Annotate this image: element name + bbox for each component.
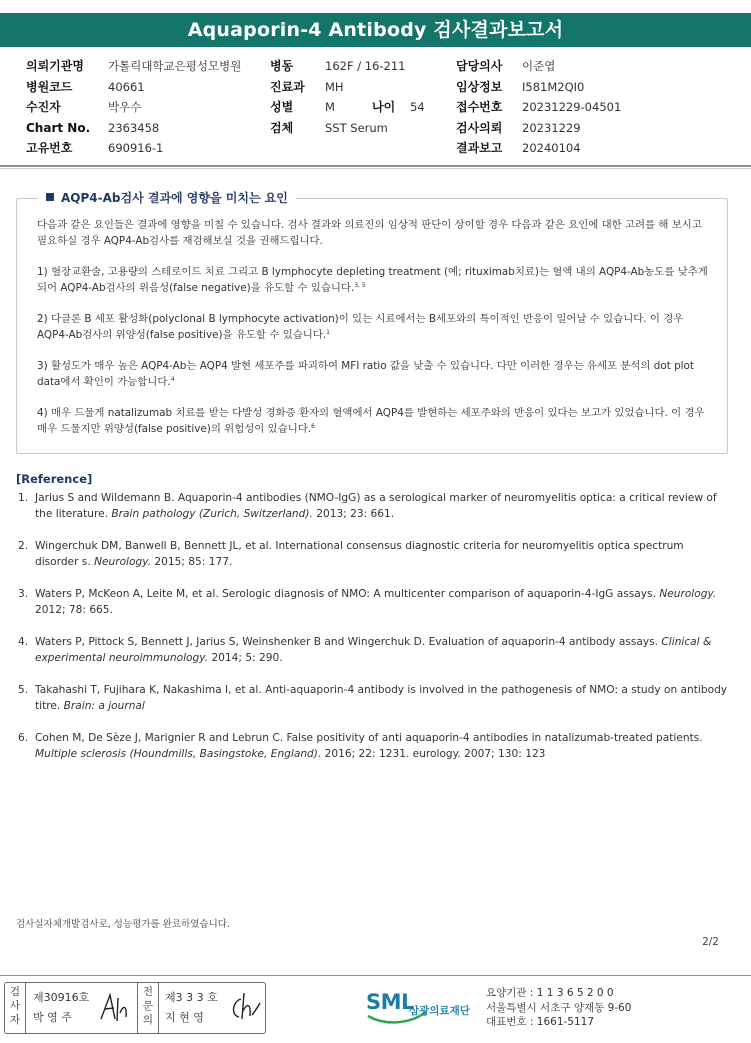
field-label: 임상정보 (456, 79, 503, 94)
reference-journal: Neurology. (94, 556, 152, 568)
reference-text: Takahashi T, Fujihara K, Nakashima I, et al. Anti-aquaporin-4 antibody is involved in the pathogenesis of NMO: a study on antibody titre. (35, 684, 728, 712)
factor-text: 2) 다클론 B 세포 활성화(polyclonal B lymphocyte activation)이 있는 시료에서는 B세포와의 특이적인 반응이 일어날 수 있습니다. 이 경우 AQP4-Ab검사의 위양성(false positive)을 유도할 수 있습니다. (37, 313, 684, 341)
field-value: I581M2QI0 (522, 79, 585, 94)
specialist-name: 지 현 영 (165, 1011, 204, 1024)
field-label: 의뢰기관명 (26, 59, 84, 73)
reference-text: Waters P, Pittock S, Bennett J, Jarius S, Weinshenker B and Wingerchuk D. Evaluation of aquaporin-4 antibody assays. (35, 636, 662, 648)
reference-journal: Brain: a journal (63, 700, 145, 712)
reference-citation: 2014; 5: 290. (208, 652, 283, 664)
header-row (456, 77, 621, 98)
field-value: 이준엽 (522, 59, 556, 73)
logo-text: SML (366, 990, 414, 1014)
field-value: M (325, 100, 335, 114)
factor-text: 3) 활성도가 매우 높은 AQP4-Ab는 AQP4 발현 세포주를 파괴하여 MFI ratio 값을 낮출 수 있습니다. 다만 이러한 경우는 유세포 분석의 dot plot data에서 확인이 가능합니다. (37, 360, 694, 388)
field-value: 162F / 16-211 (325, 59, 406, 73)
factors-intro: 다음과 같은 요인들은 결과에 영향을 미칠 수 있습니다. 검사 결과와 의료진의 임상적 판단이 상이할 경우 다음과 같은 요인에 대한 고려를 해 보시고 필요하실 경우 AQP4-Ab검사를 재검해보실 것을 권해드립니다. (37, 219, 702, 247)
reference-journal: Brain pathology (Zurich, Switzerland). (111, 508, 313, 520)
reference-text: Cohen M, De Sèze J, Marignier R and Lebrun C. False positivity of anti aquaporin-4 antibodies in natalizumab-treated patients. (35, 732, 703, 744)
reference-item (18, 586, 730, 618)
factors-heading-text: AQP4-Ab검사 결과에 영향을 미치는 요인 (61, 191, 288, 205)
header-row (270, 77, 425, 98)
factor-item (37, 264, 713, 296)
square-bullet-icon (46, 193, 54, 201)
reference-item (18, 682, 730, 714)
reference-journal: Neurology. (659, 588, 717, 600)
field-label: 결과보고 (456, 141, 503, 155)
field-label: 접수번호 (456, 100, 503, 114)
vertical-char: 전 (142, 986, 154, 998)
page-number: 2/2 (702, 936, 719, 948)
specialist-info (165, 988, 218, 1028)
examiner-license: 제30916호 (33, 991, 90, 1004)
age-label: 나이 (372, 100, 396, 114)
field-label: 병원코드 (26, 79, 73, 94)
field-value: 20240104 (522, 141, 581, 155)
field-value: MH (325, 79, 344, 94)
field-label: 고유번호 (26, 141, 73, 155)
header-row (456, 138, 621, 159)
field-value: 박우수 (108, 100, 142, 114)
field-value: 20231229 (522, 120, 581, 135)
reference-item (18, 490, 730, 522)
reference-text: Waters P, McKeon A, Leite M, et al. Serologic diagnosis of NMO: A multicenter comparison of aquaporin-4-IgG assays. (35, 588, 660, 600)
factor-item (37, 311, 713, 343)
vertical-char: 자 (9, 1014, 21, 1026)
specialist-license: 제3 3 3 호 (165, 991, 218, 1004)
field-value: 690916-1 (108, 141, 164, 155)
header-row (456, 118, 621, 139)
reference-item (18, 634, 730, 666)
header-row (270, 97, 425, 118)
signature-separator (158, 983, 159, 1033)
header-column-middle (270, 56, 425, 138)
reference-text: Jarius S and Wildemann B. Aquaporin-4 antibodies (NMO-IgG) as a serological marker of neuromyelitis optica: a critical review of the literature. (35, 492, 717, 520)
examiner-name: 박 영 주 (33, 1011, 72, 1024)
reference-citation: 2016; 22: 1231. eurology. 2007; 130: 123 (321, 748, 546, 760)
factor-item (37, 405, 713, 437)
field-value: SST Serum (325, 120, 388, 135)
reference-number: 6. (18, 732, 29, 744)
field-label: 수진자 (26, 100, 61, 114)
citation-superscript: 4 (170, 376, 175, 383)
patient-info-header (26, 56, 726, 156)
validation-footnote: 검사실자체개발검사로, 성능평가를 완료하였습니다. (16, 919, 230, 930)
reference-number: 5. (18, 684, 29, 696)
reference-number: 2. (18, 540, 29, 552)
header-row (456, 97, 621, 118)
vertical-char: 사 (9, 1000, 21, 1012)
header-row (456, 56, 621, 77)
factor-item (37, 358, 713, 390)
company-name: 삼광의료재단 (409, 1005, 470, 1017)
field-value: 20231229-04501 (522, 100, 622, 114)
header-column-right (456, 56, 621, 159)
field-label: 담당의사 (456, 59, 503, 73)
factor-text: 4) 매우 드물게 natalizumab 치료를 받는 다발성 경화증 환자의 혈액에서 AQP4를 발현하는 세포주와의 반응이 있다는 보고가 있었습니다. 이 경우 매우 드물지만 위양성(false positive)의 위험성이 있습니다. (37, 407, 705, 435)
signature-separator (25, 983, 26, 1033)
reference-number: 4. (18, 636, 29, 648)
reference-number: 3. (18, 588, 29, 600)
field-label: 성별 (270, 100, 294, 114)
reference-list (18, 490, 730, 778)
reference-citation: 2015; 85: 177. (151, 556, 233, 568)
header-row (26, 56, 241, 77)
age-value: 54 (410, 100, 425, 114)
reference-item (18, 538, 730, 570)
reference-citation: 2013; 23: 661. (312, 508, 395, 520)
institution-code: 요양기관 : 1 1 3 6 5 2 0 0 (486, 987, 614, 999)
reference-journal: Clinical & experimental neuroimmunology. (35, 636, 712, 664)
company-address: 서울특별시 서초구 양재동 9-60 (486, 1001, 632, 1014)
reference-text: Wingerchuk DM, Banwell B, Bennett JL, et al. International consensus diagnostic criteria for neuromyelitis optica spectrum disorder s. (35, 540, 684, 568)
field-label: 검체 (270, 120, 294, 135)
reference-journal: Multiple sclerosis (Houndmills, Basingstoke, England). (35, 748, 322, 760)
vertical-char: 의 (142, 1014, 154, 1026)
specialist-signature-icon (227, 989, 263, 1025)
citation-superscript: 1 (326, 329, 330, 336)
signature-separator (137, 983, 138, 1033)
header-row (270, 118, 425, 139)
factors-box (16, 198, 728, 454)
header-row (270, 56, 425, 77)
field-label: 진료과 (270, 79, 305, 94)
signature-box (4, 982, 266, 1034)
report-title: Aquaporin-4 Antibody 검사결과보고서 (0, 13, 751, 47)
header-column-left (26, 56, 241, 159)
field-label: Chart No. (26, 120, 91, 135)
specialist-label (140, 985, 156, 1027)
field-value: 40661 (108, 79, 145, 94)
field-value: 가톨릭대학교은평성모병원 (108, 59, 242, 73)
citation-superscript: 3, 5 (354, 282, 366, 289)
examiner-signature-icon (97, 989, 131, 1025)
vertical-char: 문 (142, 1000, 154, 1012)
citation-superscript: 6 (311, 423, 315, 430)
reference-heading: [Reference] (16, 472, 93, 486)
field-label: 병동 (270, 59, 294, 73)
field-value: 2363458 (108, 120, 160, 135)
company-phone: 대표번호 : 1661-5117 (486, 1016, 595, 1028)
header-divider-thin (0, 168, 751, 169)
vertical-char: 검 (9, 986, 21, 998)
header-row (26, 118, 241, 139)
factors-heading (38, 189, 296, 206)
reference-item (18, 730, 730, 762)
header-row (26, 77, 241, 98)
header-row (26, 97, 241, 118)
reference-number: 1. (18, 492, 29, 504)
factor-text: 1) 혈장교환술, 고용량의 스테로이드 치료 그리고 B lymphocyte depleting treatment (예; rituximab치료)는 혈액 내의 AQP4-Ab농도를 낮추게 되어 AQP4-Ab검사의 위음성(false negative)을 유도할 수 있습니다. (37, 266, 708, 294)
footer-divider (0, 975, 751, 976)
examiner-label (7, 985, 23, 1027)
examiner-info (33, 988, 89, 1028)
company-info (486, 986, 631, 1030)
reference-citation: 2012; 78: 665. (35, 604, 113, 616)
header-divider (0, 165, 751, 167)
field-label: 검사의뢰 (456, 120, 503, 135)
header-row (26, 138, 241, 159)
